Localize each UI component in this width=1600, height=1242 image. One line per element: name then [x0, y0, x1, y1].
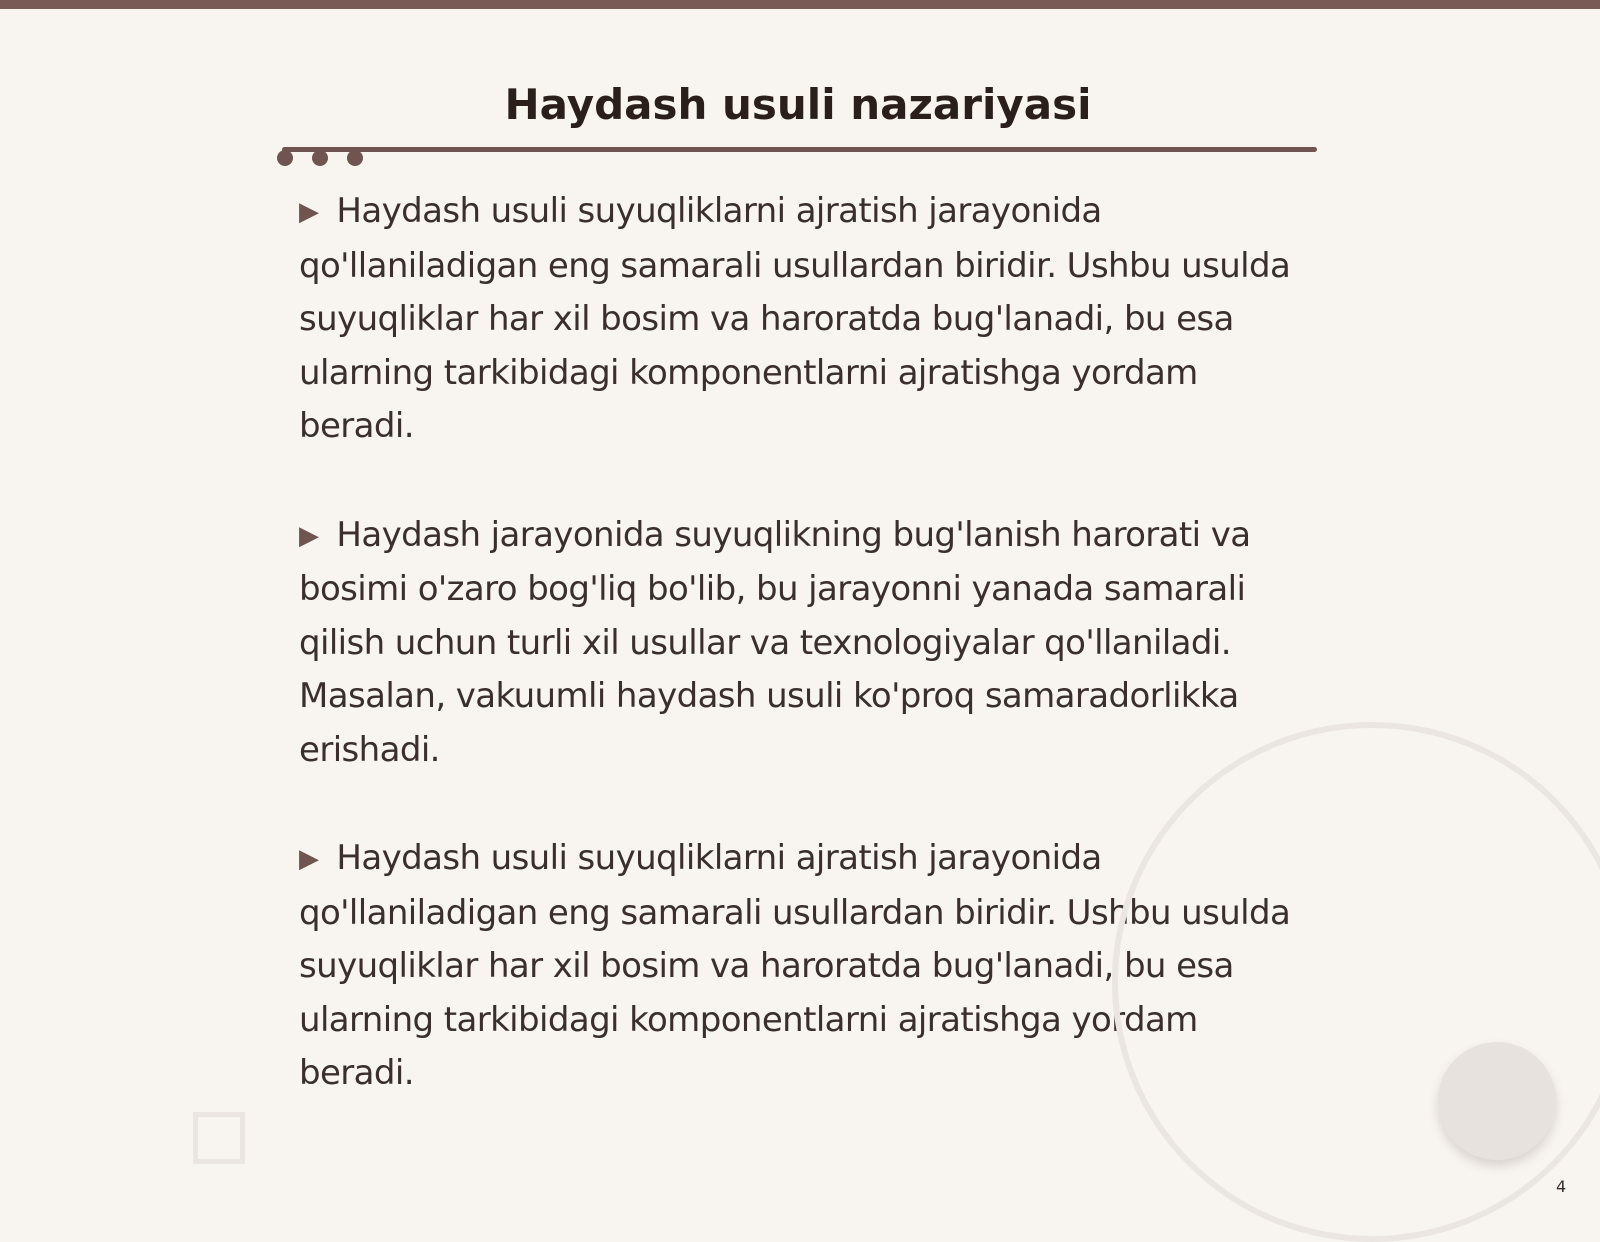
- underline-dot: [312, 150, 328, 166]
- bullet-paragraph: [299, 509, 1314, 778]
- title-underline: [282, 147, 1317, 152]
- top-accent-bar: [0, 0, 1600, 9]
- triangle-right-icon: ▶: [299, 844, 319, 874]
- decorative-ring: [1112, 722, 1600, 1242]
- decorative-disc: [1438, 1042, 1556, 1160]
- triangle-right-icon: ▶: [299, 520, 319, 551]
- triangle-right-icon: ▶: [299, 197, 319, 227]
- paragraph-text: Haydash usuli suyuqliklarni ajratish jarayonida qo'llaniladigan eng samarali usullardan biridir. Ushbu usulda suyuqliklar har xil bosim va haroratda bug'lanadi, bu esa ularning tarkibidagi komponentlarni ajratishga yordam beradi.: [299, 838, 1291, 1093]
- decorative-square: [193, 1112, 245, 1164]
- bullet-paragraph: [299, 185, 1314, 454]
- underline-dot: [347, 150, 363, 166]
- paragraph-text: Haydash jarayonida suyuqlikning bug'lanish harorati va bosimi o'zaro bog'liq bo'lib, bu jarayonni yanada samarali qilish uchun turli xil usullar va texnologiyalar qo'llaniladi. Masalan, vakuumli haydash usuli ko'proq samaradorlikka erishadi.: [299, 514, 1251, 770]
- slide-title: Haydash usuli nazariyasi: [504, 80, 1092, 129]
- paragraph-text: Haydash usuli suyuqliklarni ajratish jarayonida qo'llaniladigan eng samarali usullardan biridir. Ushbu usulda suyuqliklar har xil bosim va haroratda bug'lanadi, bu esa ularning tarkibidagi komponentlarni ajratishga yordam beradi.: [299, 191, 1291, 446]
- page-number: 4: [1556, 1177, 1567, 1196]
- underline-dot: [277, 150, 293, 166]
